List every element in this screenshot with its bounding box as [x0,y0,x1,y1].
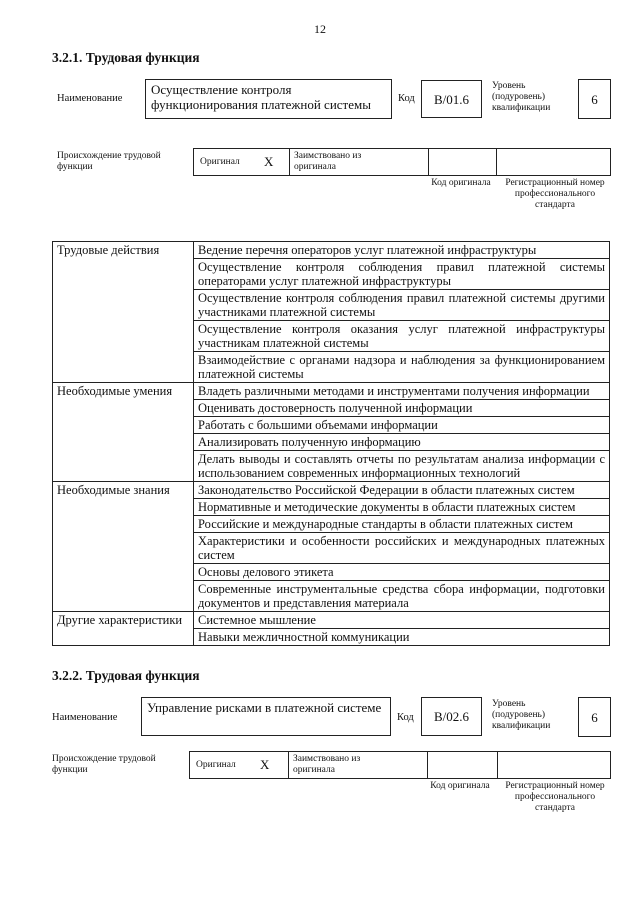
name-label: Наименование [57,93,123,104]
section-title: 3.2.1. Трудовая функция [52,50,200,65]
level-box: 6 [578,697,611,737]
origin-table [189,751,611,779]
divider [288,752,289,778]
function-requirements-table [52,241,610,646]
table-cell: Оценивать достоверность полученной информации [194,400,610,417]
original-label: Оригинал [200,157,240,167]
table-cell: Характеристики и особенности российских и международных платежных систем [194,533,610,564]
table-cell: Делать выводы и составлять отчеты по результатам анализа информации с использованием современных информационных технологий [194,451,610,482]
original-mark: X [264,154,274,169]
table-cell: Основы делового этикета [194,564,610,581]
origin-table [193,148,611,176]
page-number: 12 [314,22,326,36]
table-cell: Навыки межличностной коммуникации [194,629,610,646]
level-label: Уровень (подуровень) квалификации [492,699,551,731]
table-cell: Системное мышление [194,612,610,629]
table-cell: Нормативные и методические документы в области платежных систем [194,499,610,516]
table-row [53,383,610,400]
borrowed-label: Заимствовано из оригинала [293,754,361,775]
table-cell: Взаимодействие с органами надзора и наблюдения за функционированием платежной системы [194,352,610,383]
function-code-box: B/02.6 [421,697,482,736]
section-title: 3.2.2. Трудовая функция [52,668,200,683]
category-cell: Необходимые умения [53,383,194,482]
origin-label: Происхождение трудовой функции [52,754,156,775]
table-cell: Осуществление контроля соблюдения правил платежной системы операторами услуг платежной инфраструктуры [194,259,610,290]
function-name-box: Управление рисками в платежной системе [141,697,391,736]
level-box: 6 [578,79,611,119]
table-cell: Современные инструментальные средства сбора информации, подготовки документов и представления материала [194,581,610,612]
divider [289,149,290,175]
code-label: Код [398,93,415,104]
function-name-box: Осуществление контроля функционирования платежной системы [145,79,392,119]
category-cell: Трудовые действия [53,242,194,383]
table-row [53,242,610,259]
original-mark: X [260,757,270,772]
code-label: Код [397,712,414,723]
table-cell: Анализировать полученную информацию [194,434,610,451]
table-cell: Осуществление контроля оказания услуг платежной инфраструктуры участникам платежной системы [194,321,610,352]
function-code-box: B/01.6 [421,80,482,118]
divider [428,149,429,175]
origin-label: Происхождение трудовой функции [57,151,161,172]
table-cell: Российские и международные стандарты в области платежных систем [194,516,610,533]
divider [496,149,497,175]
original-code-caption: Код оригинала [431,178,491,188]
category-cell: Другие характеристики [53,612,194,646]
borrowed-label: Заимствовано из оригинала [294,151,362,172]
table-cell: Владеть различными методами и инструментами получения информации [194,383,610,400]
name-label: Наименование [52,712,118,723]
table-cell: Ведение перечня операторов услуг платежной инфраструктуры [194,242,610,259]
table-row [53,612,610,629]
divider [497,752,498,778]
original-label: Оригинал [196,760,236,770]
table-cell: Работать с большими объемами информации [194,417,610,434]
divider [427,752,428,778]
reg-number-caption: Регистрационный номер профессионального стандарта [505,178,605,210]
table-cell: Осуществление контроля соблюдения правил платежной системы другими участниками платежной системы [194,290,610,321]
original-code-caption: Код оригинала [430,781,490,791]
level-label: Уровень (подуровень) квалификации [492,81,551,113]
table-row [53,482,610,499]
category-cell: Необходимые знания [53,482,194,612]
table-cell: Законодательство Российской Федерации в области платежных систем [194,482,610,499]
reg-number-caption: Регистрационный номер профессионального стандарта [505,781,605,813]
